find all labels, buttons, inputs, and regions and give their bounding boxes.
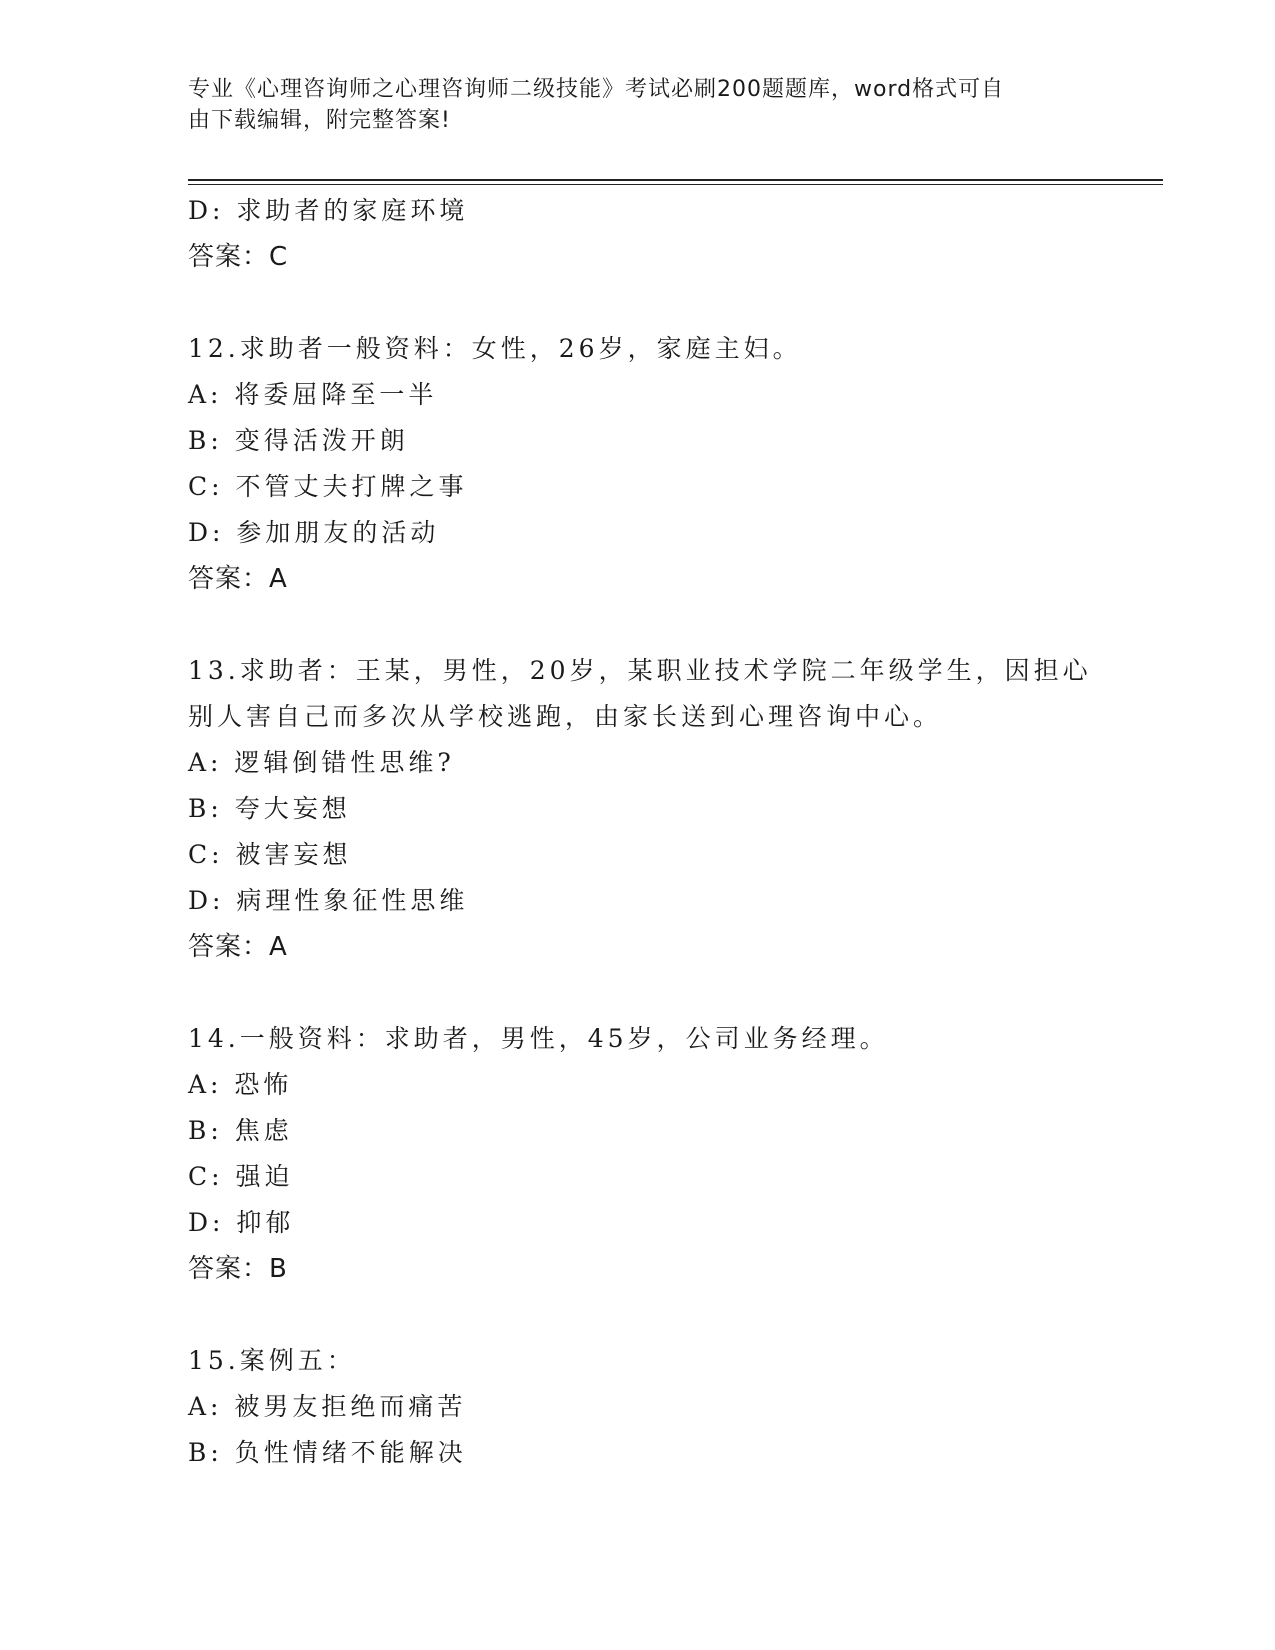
- q12-option-a: A: 将委屈降至一半: [188, 380, 438, 409]
- q14-option-c: C: 强迫: [188, 1162, 294, 1191]
- spacer: [188, 1292, 1088, 1338]
- document-header: [188, 74, 1088, 136]
- q12-stem: 12.求助者一般资料：女性，26岁，家庭主妇。: [188, 334, 802, 363]
- q15-option-a: A: 被男友拒绝而痛苦: [188, 1392, 467, 1421]
- q14-option-a: A: 恐怖: [188, 1070, 293, 1099]
- q13-stem-line-2: 别人害自己而多次从学校逃跑，由家长送到心理咨询中心。: [188, 702, 943, 731]
- spacer: [188, 280, 1088, 326]
- spacer: [188, 970, 1088, 1016]
- q13-answer: 答案：A: [188, 932, 288, 962]
- header-divider-thick: [188, 179, 1163, 181]
- question-list: [188, 188, 1092, 1476]
- q13-option-b: B: 夸大妄想: [188, 794, 351, 823]
- q13-option-d: D: 病理性象征性思维: [188, 886, 469, 915]
- header-line-2: 由下载编辑，附完整答案!: [188, 108, 451, 133]
- q12-option-b: B: 变得活泼开朗: [188, 426, 409, 455]
- q11-answer: 答案：C: [188, 242, 289, 272]
- spacer: [188, 602, 1088, 648]
- q13-option-a: A: 逻辑倒错性思维?: [188, 748, 455, 777]
- q14-answer: 答案：B: [188, 1254, 288, 1284]
- q14-option-b: B: 焦虑: [188, 1116, 293, 1145]
- q14-stem: 14.一般资料：求助者，男性，45岁，公司业务经理。: [188, 1024, 889, 1053]
- q12-answer: 答案：A: [188, 564, 288, 594]
- q12-option-c: C: 不管丈夫打牌之事: [188, 472, 468, 501]
- header-line-1: 专业《心理咨询师之心理咨询师二级技能》考试必刷200题题库，word格式可自: [188, 77, 1005, 102]
- q13-stem-line-1: 13.求助者：王某，男性，20岁，某职业技术学院二年级学生，因担心: [188, 656, 1092, 685]
- q13-option-c: C: 被害妄想: [188, 840, 352, 869]
- q11-option-d: D: 求助者的家庭环境: [188, 196, 469, 225]
- q14-option-d: D: 抑郁: [188, 1208, 295, 1237]
- q15-option-b: B: 负性情绪不能解决: [188, 1438, 467, 1467]
- q12-option-d: D: 参加朋友的活动: [188, 518, 440, 547]
- q15-stem: 15.案例五：: [188, 1346, 356, 1375]
- header-divider-thin: [188, 184, 1163, 185]
